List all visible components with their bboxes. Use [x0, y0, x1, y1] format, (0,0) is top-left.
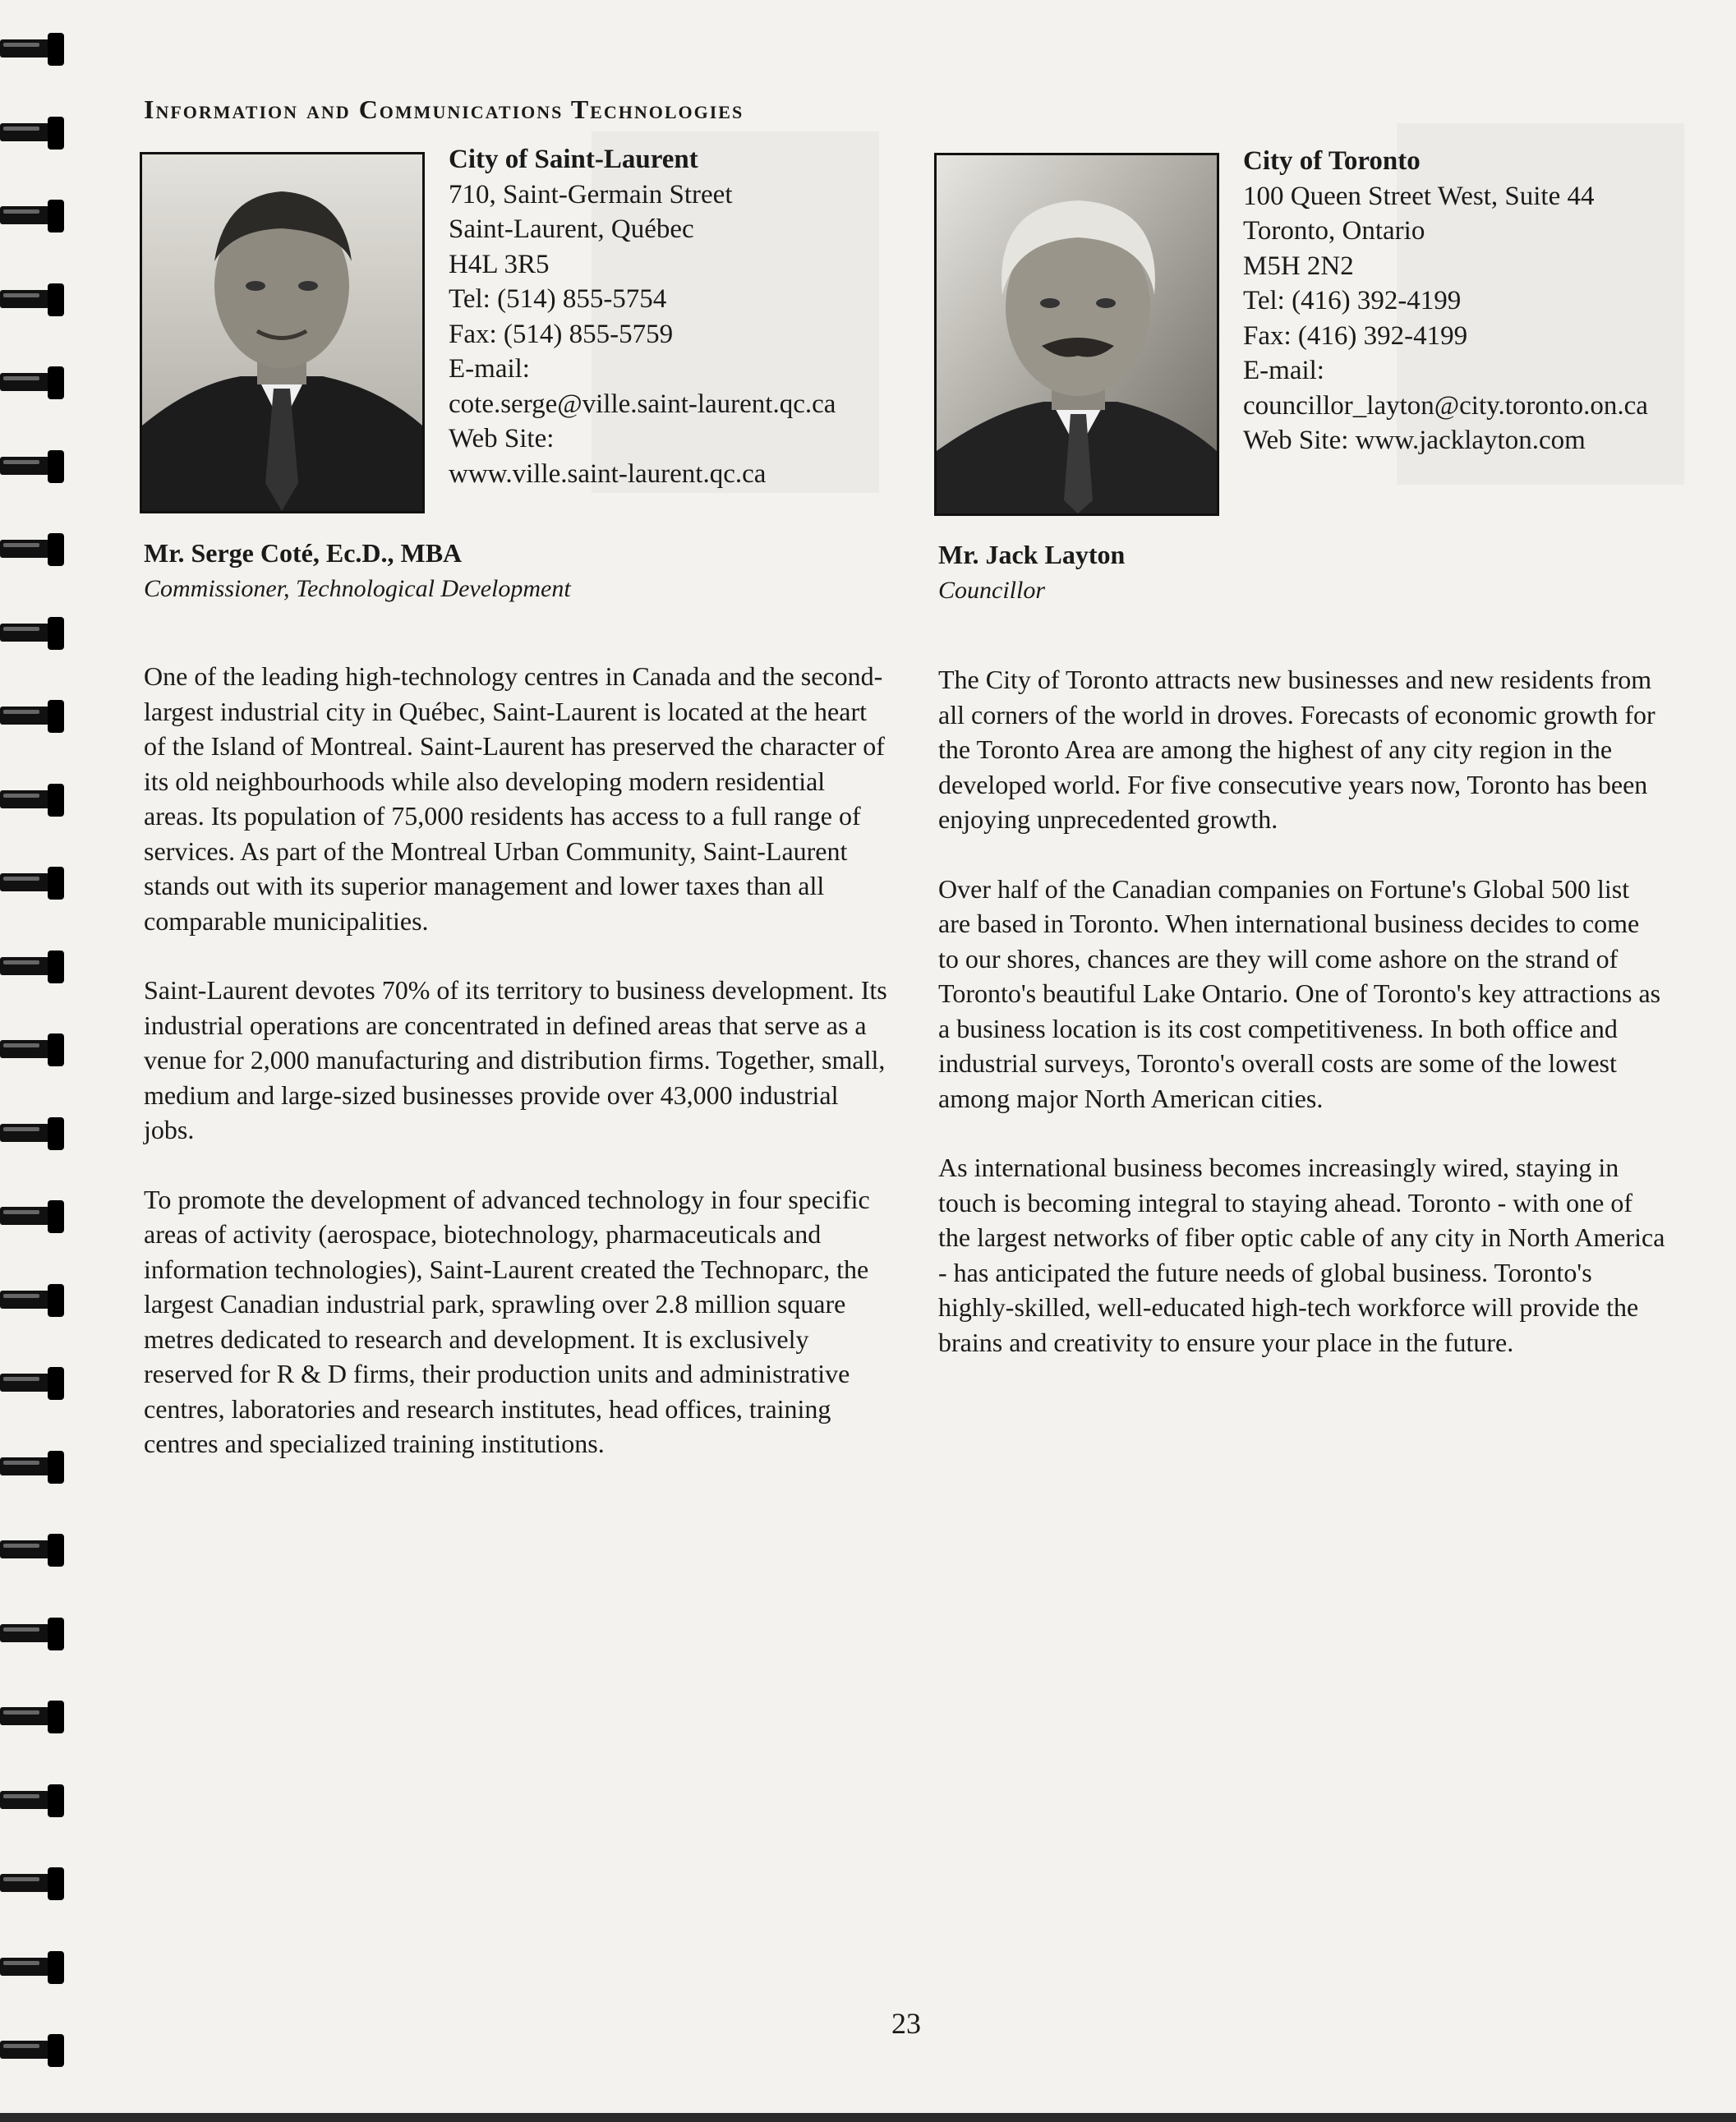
email-label: E-mail: [1243, 356, 1324, 385]
telephone: Tel: (514) 855-5754 [449, 284, 667, 314]
person-name: Mr. Jack Layton [938, 540, 1126, 569]
page-edge [0, 2113, 1736, 2122]
binding-ring [0, 198, 66, 234]
website: Web Site: www.jacklayton.com [1243, 426, 1586, 455]
website-url: www.ville.saint-laurent.qc.ca [449, 458, 767, 489]
binding-ring [0, 1949, 66, 1986]
body-text-saint-laurent [144, 659, 887, 1496]
fax: Fax: (514) 855-5759 [449, 319, 674, 349]
binding-ring [0, 31, 66, 67]
section-title: Information and Communications Technologies [144, 94, 744, 124]
binding-ring [0, 865, 66, 901]
postal-code: M5H 2N2 [1243, 251, 1354, 281]
person-title: Commissioner, Technological Development [144, 575, 571, 602]
page-number: 23 [891, 2007, 921, 2040]
address-line: 710, Saint-Germain Street [449, 179, 733, 209]
binding-ring [0, 1199, 66, 1235]
binding-ring [0, 1116, 66, 1152]
email-address: councillor_layton@city.toronto.on.ca [1243, 390, 1648, 421]
binding-ring [0, 282, 66, 318]
binding-ring [0, 698, 66, 734]
city-line: Toronto, Ontario [1243, 216, 1425, 246]
paragraph: Saint-Laurent devotes 70% of its territory to business development. Its industrial operations are concentrated in defined areas that serve as a venue for 2,000 manufacturing and distribution firms. Together, small, medium and large-sized businesses provide over 43,000 industrial jobs. [144, 975, 887, 1144]
binding-ring [0, 1866, 66, 1902]
postal-code: H4L 3R5 [449, 249, 550, 279]
binding-ring [0, 949, 66, 985]
portrait-photo [140, 152, 425, 513]
person-name: Mr. Serge Coté, Ec.D., MBA [144, 538, 463, 568]
binding-ring [0, 1616, 66, 1652]
fax: Fax: (416) 392-4199 [1243, 320, 1468, 351]
body-text-toronto [938, 662, 1665, 1394]
person-title: Councillor [938, 577, 1046, 604]
binding-ring [0, 1783, 66, 1819]
paragraph: The City of Toronto attracts new businesses and new residents from all corners of the world in droves. Forecasts of economic growth for the Toronto Area are among the highest of any city region in the developed world. For five consecutive years now, Toronto has been enjoying unprecedented growth. [938, 665, 1655, 834]
portrait-photo [934, 153, 1219, 516]
binding-ring [0, 115, 66, 151]
binding-ring [0, 1449, 66, 1485]
binding-ring [0, 1032, 66, 1068]
email-address: cote.serge@ville.saint-laurent.qc.ca [449, 389, 836, 419]
binding-ring [0, 2032, 66, 2069]
contact-block-toronto [1243, 144, 1648, 458]
organization-name: City of Saint-Laurent [449, 145, 698, 174]
portrait-jack-layton [937, 155, 1217, 513]
binding-ring [0, 532, 66, 568]
paragraph: To promote the development of advanced technology in four specific areas of activity (aerospace, biotechnology, pharmaceuticals and information technologies), Saint-Laurent created the Technoparc, the largest Canadian industrial park, sprawling over 2.8 million square metres dedicated to research and development. It is exclusively reserved for R & D firms, their production units and administrative centres, laboratories and research institutes, head offices, training centres and specialized training institutions. [144, 1184, 870, 1458]
city-line: Saint-Laurent, Québec [449, 214, 694, 244]
website-label: Web Site: [449, 424, 555, 453]
portrait-serge-cote [142, 154, 422, 511]
binding-ring [0, 1365, 66, 1402]
paragraph: One of the leading high-technology centres in Canada and the second-largest industrial city in Québec, Saint-Laurent is located at the heart of the Island of Montreal. Saint-Laurent has preserved the character of its old neighbourhoods while also developing modern residential areas. Its population of 75,000 residents has access to a full range of services. As part of the Montreal Urban Community, Saint-Laurent stands out with its superior management and lower taxes than all comparable municipalities. [144, 661, 885, 936]
binding-ring [0, 1699, 66, 1735]
telephone: Tel: (416) 392-4199 [1243, 286, 1462, 315]
binding-ring [0, 365, 66, 401]
paragraph: As international business becomes increasingly wired, staying in touch is becoming integral to staying ahead. Toronto - with one of the largest networks of fiber optic cable of any city in North America - has anticipated the future needs of global business. Toronto's highly-skilled, well-educated high-tech workforce will provide the brains and creativity to ensure your place in the future. [938, 1153, 1665, 1357]
spiral-binding [0, 0, 74, 2122]
binding-ring [0, 1282, 66, 1319]
organization-name: City of Toronto [1243, 146, 1421, 176]
address-line: 100 Queen Street West, Suite 44 [1243, 181, 1595, 211]
contact-block-saint-laurent [449, 142, 836, 491]
binding-ring [0, 1532, 66, 1568]
email-label: E-mail: [449, 354, 530, 384]
binding-ring [0, 615, 66, 651]
binding-ring [0, 449, 66, 485]
paragraph: Over half of the Canadian companies on Fortune's Global 500 list are based in Toronto. When international business decides to come to our shores, chances are they will come ashore on the strand of Toronto's beautiful Lake Ontario. One of Toronto's key attractions as a business location is its cost competitiveness. In both office and industrial surveys, Toronto's overall costs are some of the lowest among major North American cities. [938, 873, 1661, 1113]
binding-ring [0, 782, 66, 818]
